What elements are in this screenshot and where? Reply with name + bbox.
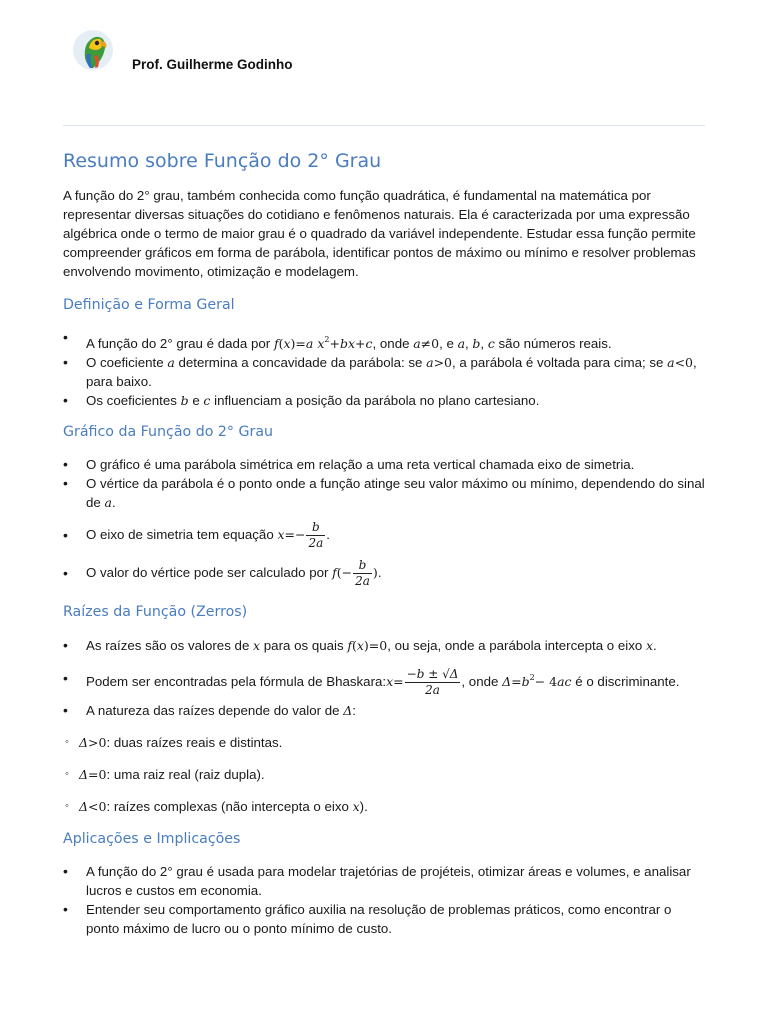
list-item: • Podem ser encontradas pela fórmula de Bhaskara:x= $\frac{-b \pm √\Delta}{2a}$ , onde $\Delta=b^2- 4ac$ é o discriminante.	[63, 661, 705, 699]
list-item: • A função do 2° grau é usada para modelar trajetórias de projéteis, otimizar áreas e volumes, e analisar lucros e custos em economia.	[63, 862, 705, 900]
list-raizes	[63, 636, 705, 720]
list-item: • O eixo de simetria tem equação x=− $\frac{b}{2a}$ .	[63, 518, 705, 552]
intro-paragraph: A função do 2° grau, também conhecida como função quadrática, é fundamental na matemática por representar diversas situações do cotidiano e fenômenos naturais. Ela é caracterizada por uma expressão algébrica onde o termo de maior grau é o quadrado da variável independente. Estudar essa função permite compreender gráficos em forma de parábola, identificar pontos de máximo ou mínimo e resolver problemas envolvendo movimento, otimização e modelagem.	[63, 188, 696, 279]
sub-item-delta-zero: ◦ Δ=0: uma raiz real (raiz dupla).	[63, 765, 705, 784]
author-name: Prof. Guilherme Godinho	[132, 57, 293, 72]
list-item: • A natureza das raízes depende do valor de Δ:	[63, 701, 705, 720]
list-item: • A função do 2° grau é dada por f(x)=a $x^2+bx+c$, onde a≠0, e a, b, c são números reais.	[63, 328, 705, 353]
sub-item-delta-positive: ◦ Δ>0: duas raízes reais e distintas.	[63, 733, 705, 752]
list-item: • O vértice da parábola é o ponto onde a função atinge seu valor máximo ou mínimo, dependendo do sinal de a.	[63, 474, 705, 512]
list-item: • O coeficiente a determina a concavidade da parábola: se a>0, a parábola é voltada para cima; se a<0, para baixo.	[63, 353, 705, 391]
list-item: • As raízes são os valores de x para os quais f(x)=0, ou seja, onde a parábola intercepta o eixo x.	[63, 636, 705, 655]
parrot-logo-icon	[73, 28, 115, 72]
list-definicao	[63, 328, 705, 410]
section-heading-grafico: Gráfico da Função do 2° Grau	[63, 424, 274, 440]
page-title: Resumo sobre Função do 2° Grau	[63, 150, 382, 172]
list-item: • O valor do vértice pode ser calculado por f(− $\frac{b}{2a}$ ).	[63, 556, 705, 590]
section-heading-definicao: Definição e Forma Geral	[63, 297, 235, 313]
page-header	[63, 28, 705, 126]
section-heading-raizes: Raízes da Função (Zerros)	[63, 604, 248, 620]
sub-list-discriminante	[63, 733, 705, 816]
header-divider	[63, 125, 705, 126]
list-item: • Os coeficientes b e c influenciam a posição da parábola no plano cartesiano.	[63, 391, 705, 410]
sub-item-delta-negative: ◦ Δ<0: raízes complexas (não intercepta o eixo x).	[63, 797, 705, 816]
document-body	[63, 150, 705, 938]
section-heading-aplicacoes: Aplicações e Implicações	[63, 831, 241, 847]
list-item: • O gráfico é uma parábola simétrica em relação a uma reta vertical chamada eixo de simetria.	[63, 455, 705, 474]
list-grafico	[63, 455, 705, 590]
list-aplicacoes	[63, 862, 705, 938]
list-item: • Entender seu comportamento gráfico auxilia na resolução de problemas práticos, como encontrar o ponto máximo de lucro ou o ponto mínimo de custo.	[63, 900, 705, 938]
